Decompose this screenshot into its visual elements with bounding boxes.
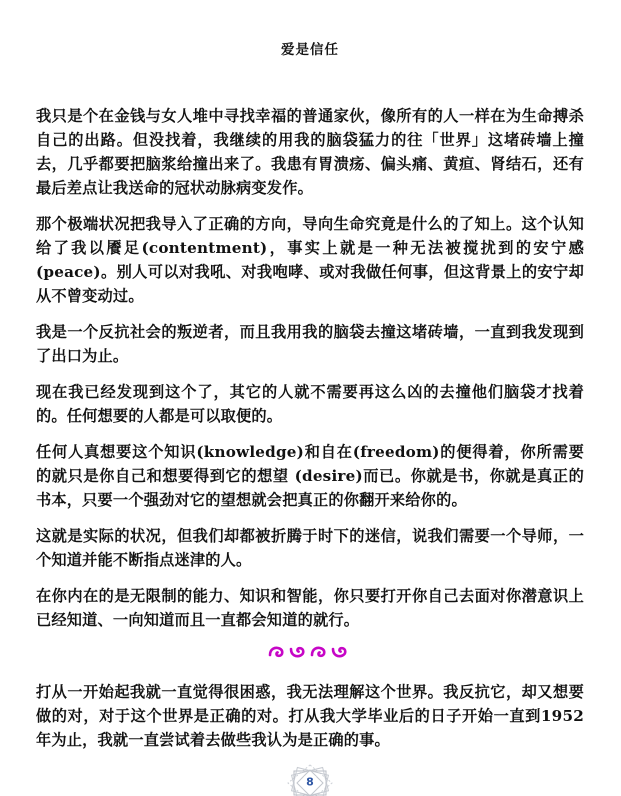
paragraph-6: 这就是实际的状况，但我们却都被折腾于时下的迷信，说我们需要一个导师，一个知道并能不断指点迷津的人。 [36,527,584,569]
paragraph-1: 我只是个在金钱与女人堆中寻找幸福的普通家伙，像所有的人一样在为生命搏杀自己的出路。但没找着，我继续的用我的脑袋猛力的往「世界」这堵砖墙上撞去，几乎都要把脑浆给撞出来了。我患有胃溃疡、偏头痛、黄疸、肾结石，还有最后差点让我送命的冠状动脉病变发作。 [36,107,584,197]
paragraph-2: 那个极端状况把我导入了正确的方向，导向生命究竟是什么的了知上。这个认知给了我以餍足(contentment)，事实上就是一种无法被搅扰到的安宁感(peace)。别人可以对我吼、对我咆哮、或对我做任何事，但这背景上的安宁却从不曾变动过。 [36,215,584,305]
paragraph-8: 打从一开始起我就一直觉得很困惑，我无法理解这个世界。我反抗它，却又想要做的对，对于这个世界是正确的对。打从我大学毕业后的日子开始一直到1952年为止，我就一直尝试着去做些我认为是正确的事。 [36,683,584,749]
paragraph-7: 在你内在的是无限制的能力、知识和智能，你只要打开你自己去面对你潜意识上已经知道、一向知道而且一直都会知道的就行。 [36,587,584,629]
page-title: 爱是信任 [281,42,339,58]
floral-swirl-divider-icon [36,644,584,660]
paragraph-5: 任何人真想要这个知识(knowledge)和自在(freedom)的便得着，你所需要的就只是你自己和想要得到它的想望 (desire)而已。你就是书，你就是真正的书本，只要一个强劲对它的望想就会把真正的你翻开来给你的。 [36,443,584,509]
page-number: 8 [306,775,314,789]
paragraph-3: 我是一个反抗社会的叛逆者，而且我用我的脑袋去撞这堵砖墙，一直到我发现到了出口为止。 [36,323,584,365]
page-footer [36,764,584,796]
page-number-ornament-icon [286,764,334,796]
paragraph-4: 现在我已经发现到这个了，其它的人就不需要再这么凶的去撞他们脑袋才找着的。任何想要的人都是可以取便的。 [36,383,584,425]
